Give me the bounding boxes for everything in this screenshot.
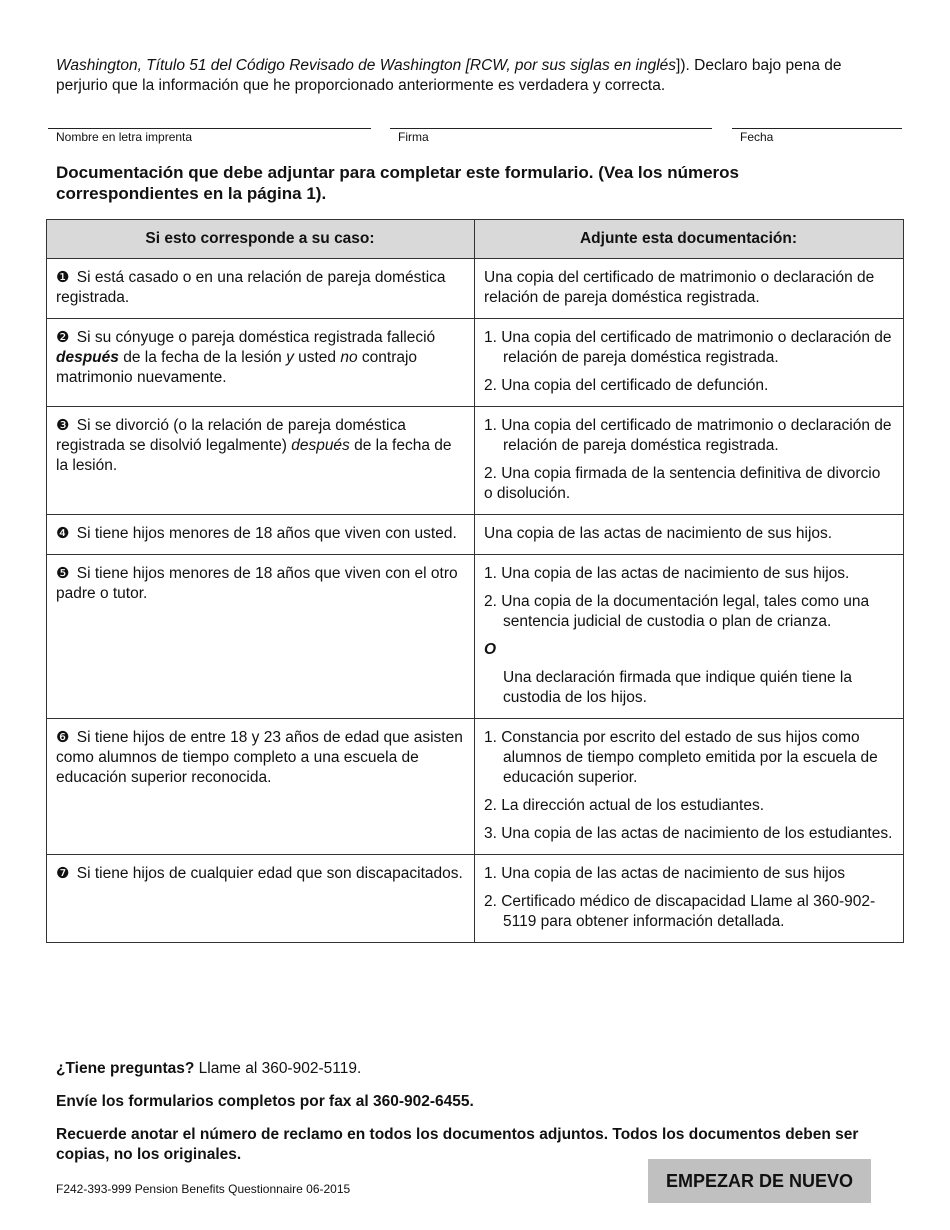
name-line[interactable] <box>48 128 371 129</box>
table-row <box>47 515 904 555</box>
header-docs: Adjunte esta documentación: <box>475 220 904 259</box>
reminder-note: Recuerde anotar el número de reclamo en todos los documentos adjuntos. Todos los documentos deben ser copias, no los originales. <box>56 1126 859 1163</box>
name-label: Nombre en letra imprenta <box>56 130 193 144</box>
case-cell: ❺ Si tiene hijos menores de 18 años que viven con el otro padre o tutor. <box>47 555 475 719</box>
list-item: 1. Una copia de las actas de nacimiento de sus hijos <box>484 865 846 882</box>
docs-cell <box>475 719 904 855</box>
declaration-italic: Washington, Título 51 del Código Revisado de Washington [RCW, por sus siglas en inglés <box>56 57 677 74</box>
docs-cell <box>475 855 904 943</box>
documentation-heading: Documentación que debe adjuntar para completar este formulario. (Vea los números correspondientes en la página 1). <box>56 163 740 203</box>
questions-line <box>56 1060 361 1078</box>
fax-instructions: Envíe los formularios completos por fax al 360-902-6455. <box>56 1093 474 1110</box>
documentation-table <box>46 219 904 943</box>
list-item: 1. Una copia del certificado de matrimonio o declaración de relación de pareja doméstica registrada. <box>484 329 892 366</box>
docs-cell: Una copia del certificado de matrimonio o declaración de relación de pareja doméstica registrada. <box>475 259 904 319</box>
number-5-icon: ❺ <box>56 565 70 582</box>
table-row <box>47 259 904 319</box>
number-2-icon: ❷ <box>56 329 70 346</box>
table-row <box>47 855 904 943</box>
list-item: 2. La dirección actual de los estudiantes. <box>484 797 765 814</box>
case-cell: ❸ Si se divorció (o la relación de pareja doméstica registrada se disolvió legalmente) después de la fecha de la lesión. <box>47 407 475 515</box>
docs-cell <box>475 319 904 407</box>
or-label: O <box>484 641 497 658</box>
case-cell: ❹ Si tiene hijos menores de 18 años que viven con usted. <box>47 515 475 555</box>
list-item: 2. Una copia firmada de la sentencia definitiva de divorcio o disolución. <box>484 465 881 502</box>
date-line[interactable] <box>732 128 902 129</box>
case-cell: ❶ Si está casado o en una relación de pareja doméstica registrada. <box>47 259 475 319</box>
number-3-icon: ❸ <box>56 417 70 434</box>
list-item: 2. Certificado médico de discapacidad Llame al 360-902-5119 para obtener información detallada. <box>484 893 876 930</box>
alternative-doc: Una declaración firmada que indique quién tiene la custodia de los hijos. <box>503 669 852 706</box>
questions-text: Llame al 360-902-5119. <box>194 1060 362 1077</box>
case-cell: ❼ Si tiene hijos de cualquier edad que son discapacitados. <box>47 855 475 943</box>
declaration-plain: ]). Declaro bajo pena de perjurio que la información que he proporcionado anteriormente es verdadera y correcta. <box>56 57 842 94</box>
declaration-text <box>56 56 896 96</box>
restart-button[interactable]: EMPEZAR DE NUEVO <box>648 1159 871 1203</box>
table-header-row <box>47 220 904 259</box>
date-label: Fecha <box>740 130 774 144</box>
list-item: 3. Una copia de las actas de nacimiento de los estudiantes. <box>484 825 893 842</box>
questions-bold: ¿Tiene preguntas? <box>56 1060 195 1077</box>
list-item: 2. Una copia del certificado de defunción. <box>484 377 769 394</box>
table-row <box>47 319 904 407</box>
number-6-icon: ❻ <box>56 729 70 746</box>
header-case: Si esto corresponde a su caso: <box>47 220 475 259</box>
signature-line[interactable] <box>390 128 712 129</box>
case-cell: ❻ Si tiene hijos de entre 18 y 23 años de edad que asisten como alumnos de tiempo completo a una escuela de educación superior reconocida. <box>47 719 475 855</box>
case-cell: ❷ Si su cónyuge o pareja doméstica registrada falleció después de la fecha de la lesión y usted no contrajo matrimonio nuevamente. <box>47 319 475 407</box>
list-item: 1. Una copia del certificado de matrimonio o declaración de relación de pareja doméstica registrada. <box>484 417 892 454</box>
form-identifier: F242-393-999 Pension Benefits Questionnaire 06-2015 <box>56 1182 351 1196</box>
list-item: 2. Una copia de la documentación legal, tales como una sentencia judicial de custodia o plan de crianza. <box>484 593 870 630</box>
list-item: 1. Constancia por escrito del estado de sus hijos como alumnos de tiempo completo emitida por la escuela de educación superior. <box>484 729 878 786</box>
number-4-icon: ❹ <box>56 525 70 542</box>
list-item: 1. Una copia de las actas de nacimiento de sus hijos. <box>484 565 850 582</box>
table-row <box>47 719 904 855</box>
docs-cell <box>475 407 904 515</box>
table-row <box>47 555 904 719</box>
number-7-icon: ❼ <box>56 865 70 882</box>
signature-label: Firma <box>398 130 429 144</box>
docs-cell: Una copia de las actas de nacimiento de sus hijos. <box>475 515 904 555</box>
docs-cell <box>475 555 904 719</box>
table-row <box>47 407 904 515</box>
number-1-icon: ❶ <box>56 269 70 286</box>
